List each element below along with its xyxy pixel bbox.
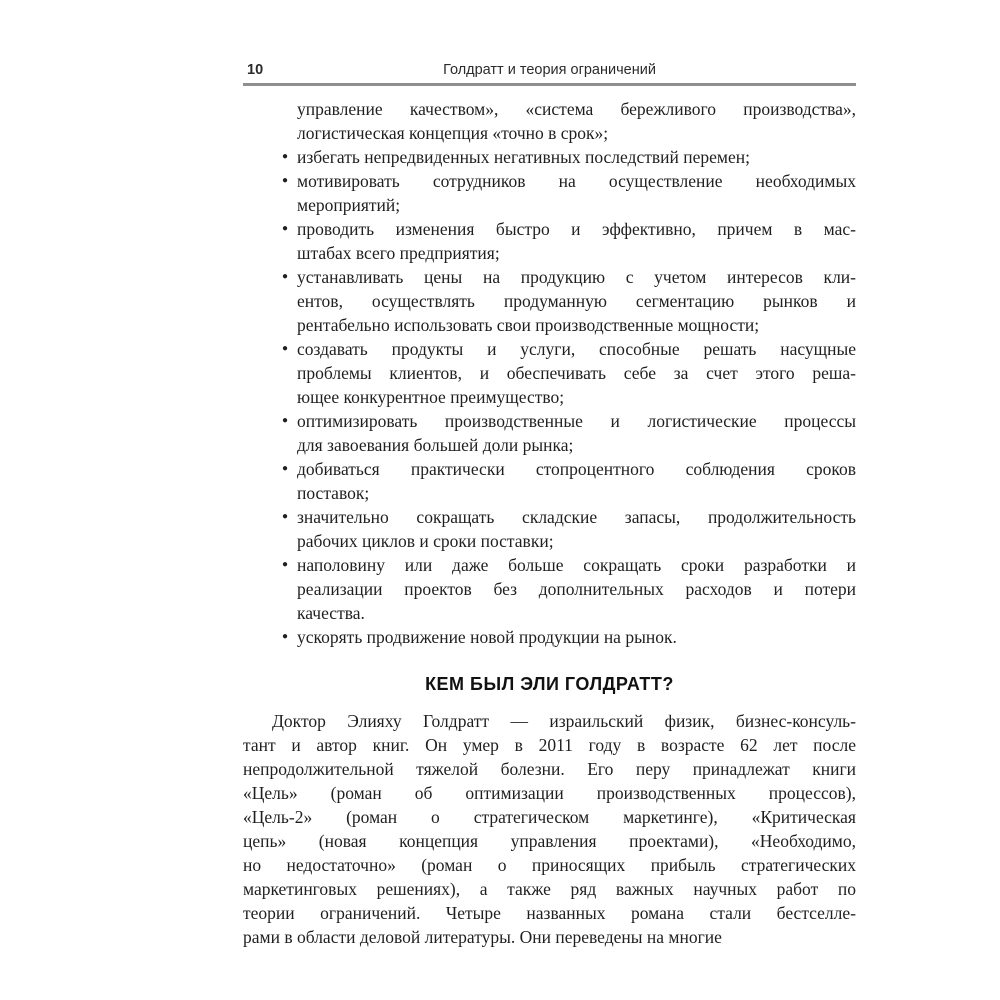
- list-item: [243, 97, 856, 145]
- bullet-icon: ●: [282, 631, 289, 642]
- paragraph-line: непродолжительной тяжелой болезни. Его перу принадлежат книги: [243, 759, 856, 779]
- bullet-icon: ●: [282, 343, 289, 354]
- bullet-icon: ●: [282, 559, 289, 570]
- section-heading: КЕМ БЫЛ ЭЛИ ГОЛДРАТТ?: [425, 674, 674, 694]
- paragraph: [243, 709, 856, 949]
- list-line: управление качеством», «система бережливого производства»,: [297, 99, 856, 119]
- page-number: 10: [247, 62, 264, 78]
- paragraph-line: но недостаточно» (роман о приносящих прибыль стратегических: [243, 855, 856, 875]
- list-line: наполовину или даже больше сокращать сроки разработки и: [297, 555, 856, 575]
- bullet-icon: ●: [282, 223, 289, 234]
- list-item: [243, 505, 856, 553]
- list-line: мероприятий;: [297, 195, 401, 215]
- list-item: [243, 337, 856, 409]
- list-line: добиваться практически стопроцентного соблюдения сроков: [297, 459, 856, 479]
- paragraph-line: цепь» (новая концепция управления проектами), «Необходимо,: [243, 831, 856, 851]
- list-line: штабах всего предприятия;: [297, 243, 500, 263]
- list-line: ускорять продвижение новой продукции на рынок.: [297, 627, 677, 647]
- list-line: избегать непредвиденных негативных последствий перемен;: [297, 147, 750, 167]
- bullet-icon: ●: [282, 511, 289, 522]
- list-item: [243, 145, 856, 169]
- bullet-icon: ●: [282, 415, 289, 426]
- paragraph-line: теории ограничений. Четыре названных романа стали бестселле-: [243, 903, 856, 923]
- paragraph-line: маркетинговых решениях), а также ряд важных научных работ по: [243, 879, 856, 899]
- running-title: Голдратт и теория ограничений: [443, 62, 656, 78]
- list-line: устанавливать цены на продукцию с учетом интересов кли-: [297, 267, 856, 287]
- paragraph-line: «Цель-2» (роман о стратегическом маркетинге), «Критическая: [243, 807, 856, 827]
- paragraph-line: тант и автор книг. Он умер в 2011 году в возрасте 62 лет после: [243, 735, 856, 755]
- bullet-icon: ●: [282, 175, 289, 186]
- list-item: [243, 217, 856, 265]
- page-content: [243, 97, 856, 949]
- list-item: [243, 625, 856, 649]
- list-line: качества.: [297, 603, 365, 623]
- paragraph-line: рами в области деловой литературы. Они переведены на многие: [243, 927, 722, 947]
- list-item: [243, 265, 856, 337]
- list-line: проблемы клиентов, и обеспечивать себе за счет этого реша-: [297, 363, 856, 383]
- bullet-icon: ●: [282, 151, 289, 162]
- list-line: ющее конкурентное преимущество;: [297, 387, 565, 407]
- list-line: мотивировать сотрудников на осуществление необходимых: [297, 171, 856, 191]
- bullet-icon: ●: [282, 271, 289, 282]
- list-item: [243, 169, 856, 217]
- list-line: рентабельно использовать свои производственные мощности;: [297, 315, 760, 335]
- list-line: реализации проектов без дополнительных расходов и потери: [297, 579, 856, 599]
- list-item: [243, 409, 856, 457]
- bullet-icon: ●: [282, 463, 289, 474]
- list-line: создавать продукты и услуги, способные решать насущные: [297, 339, 856, 359]
- list-line: рабочих циклов и сроки поставки;: [297, 531, 554, 551]
- list-item: [243, 553, 856, 625]
- list-line: значительно сокращать складские запасы, продолжительность: [297, 507, 856, 527]
- list-item: [243, 457, 856, 505]
- paragraph-line: Доктор Элияху Голдратт — израильский физик, бизнес-консуль-: [272, 711, 856, 731]
- list-line: для завоевания большей доли рынка;: [297, 435, 574, 455]
- bullet-list: [243, 97, 856, 649]
- list-line: ентов, осуществлять продуманную сегментацию рынков и: [297, 291, 856, 311]
- list-line: логистическая концепция «точно в срок»;: [297, 123, 609, 143]
- list-line: проводить изменения быстро и эффективно, причем в мас-: [297, 219, 856, 239]
- paragraph-line: «Цель» (роман об оптимизации производственных процессов),: [243, 783, 856, 803]
- page-header: [243, 62, 856, 86]
- list-line: поставок;: [297, 483, 370, 503]
- list-line: оптимизировать производственные и логистические процессы: [297, 411, 856, 431]
